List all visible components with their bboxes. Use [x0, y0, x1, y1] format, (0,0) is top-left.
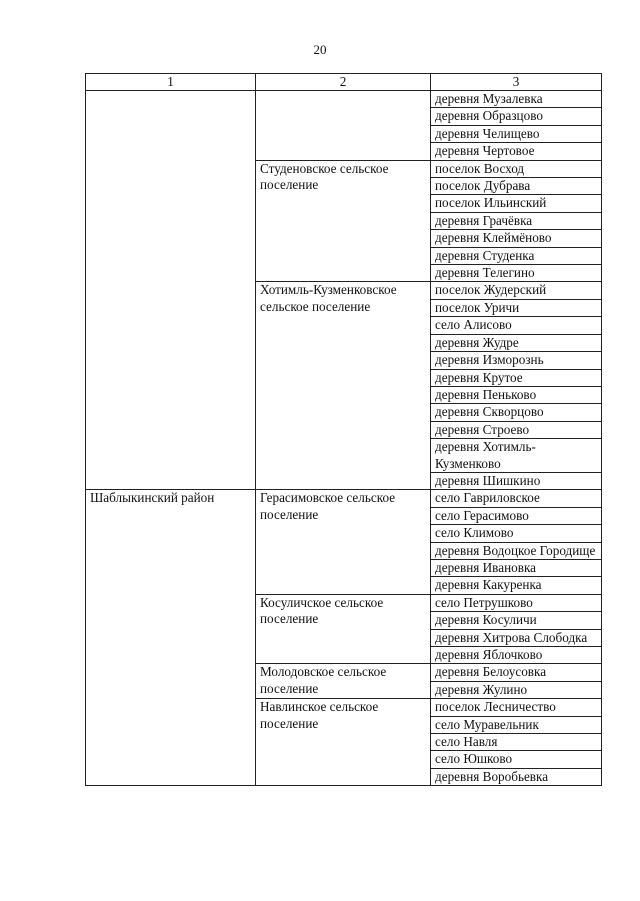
district-cell: Шаблыкинский район: [86, 490, 256, 786]
locality-cell: деревня Яблочково: [431, 647, 602, 664]
table-row: [86, 91, 602, 108]
locality-cell: село Муравельник: [431, 716, 602, 733]
locality-cell: село Герасимово: [431, 507, 602, 524]
column-header-3: 3: [431, 74, 602, 91]
locality-cell: деревня Крутое: [431, 369, 602, 386]
locality-cell: деревня Какуренка: [431, 577, 602, 594]
locality-cell: деревня Косуличи: [431, 612, 602, 629]
locality-cell: село Гавриловское: [431, 490, 602, 507]
column-header-2: 2: [256, 74, 431, 91]
locality-cell: деревня Пеньково: [431, 386, 602, 403]
locality-cell: деревня Жудре: [431, 334, 602, 351]
locality-cell: деревня Шишкино: [431, 472, 602, 489]
settlement-cell: Герасимовское сельское поселение: [256, 490, 431, 594]
locality-cell: поселок Жудерский: [431, 282, 602, 299]
locality-cell: поселок Уричи: [431, 299, 602, 316]
locality-cell: поселок Дубрава: [431, 178, 602, 195]
table-header-row: [86, 74, 602, 91]
locality-cell: деревня Хитрова Слободка: [431, 629, 602, 646]
municipal-settlements-table: [85, 73, 602, 786]
district-cell: [86, 91, 256, 490]
page-number: 20: [313, 42, 327, 57]
locality-cell: деревня Музалевка: [431, 91, 602, 108]
locality-cell: поселок Лесничество: [431, 699, 602, 716]
locality-cell: деревня Водоцкое Городище: [431, 542, 602, 559]
settlement-cell: Хотимль-Кузменковское сельское поселение: [256, 282, 431, 490]
locality-cell: деревня Ивановка: [431, 559, 602, 576]
locality-cell: деревня Хотимль-Кузменково: [431, 439, 602, 473]
locality-cell: село Навля: [431, 734, 602, 751]
locality-cell: деревня Изморознь: [431, 352, 602, 369]
locality-cell: деревня Челищево: [431, 125, 602, 142]
locality-cell: деревня Воробьевка: [431, 768, 602, 785]
locality-cell: деревня Грачёвка: [431, 212, 602, 229]
column-header-1: 1: [86, 74, 256, 91]
locality-cell: деревня Жулино: [431, 681, 602, 698]
table-row: [86, 490, 602, 507]
settlement-cell: Молодовское сельское поселение: [256, 664, 431, 699]
settlement-cell: [256, 91, 431, 161]
locality-cell: деревня Строево: [431, 421, 602, 438]
locality-cell: село Юшково: [431, 751, 602, 768]
locality-cell: поселок Ильинский: [431, 195, 602, 212]
locality-cell: село Петрушково: [431, 594, 602, 611]
table-body: [86, 91, 602, 786]
settlement-cell: Студеновское сельское поселение: [256, 160, 431, 282]
settlement-cell: Косуличское сельское поселение: [256, 594, 431, 664]
locality-cell: деревня Скворцово: [431, 404, 602, 421]
locality-cell: село Алисово: [431, 317, 602, 334]
locality-cell: деревня Клеймёново: [431, 230, 602, 247]
settlement-cell: Навлинское сельское поселение: [256, 699, 431, 786]
locality-cell: поселок Восход: [431, 160, 602, 177]
locality-cell: деревня Чертовое: [431, 143, 602, 160]
locality-cell: деревня Белоусовка: [431, 664, 602, 681]
locality-cell: село Климово: [431, 525, 602, 542]
locality-cell: деревня Студенка: [431, 247, 602, 264]
locality-cell: деревня Телегино: [431, 265, 602, 282]
locality-cell: деревня Образцово: [431, 108, 602, 125]
